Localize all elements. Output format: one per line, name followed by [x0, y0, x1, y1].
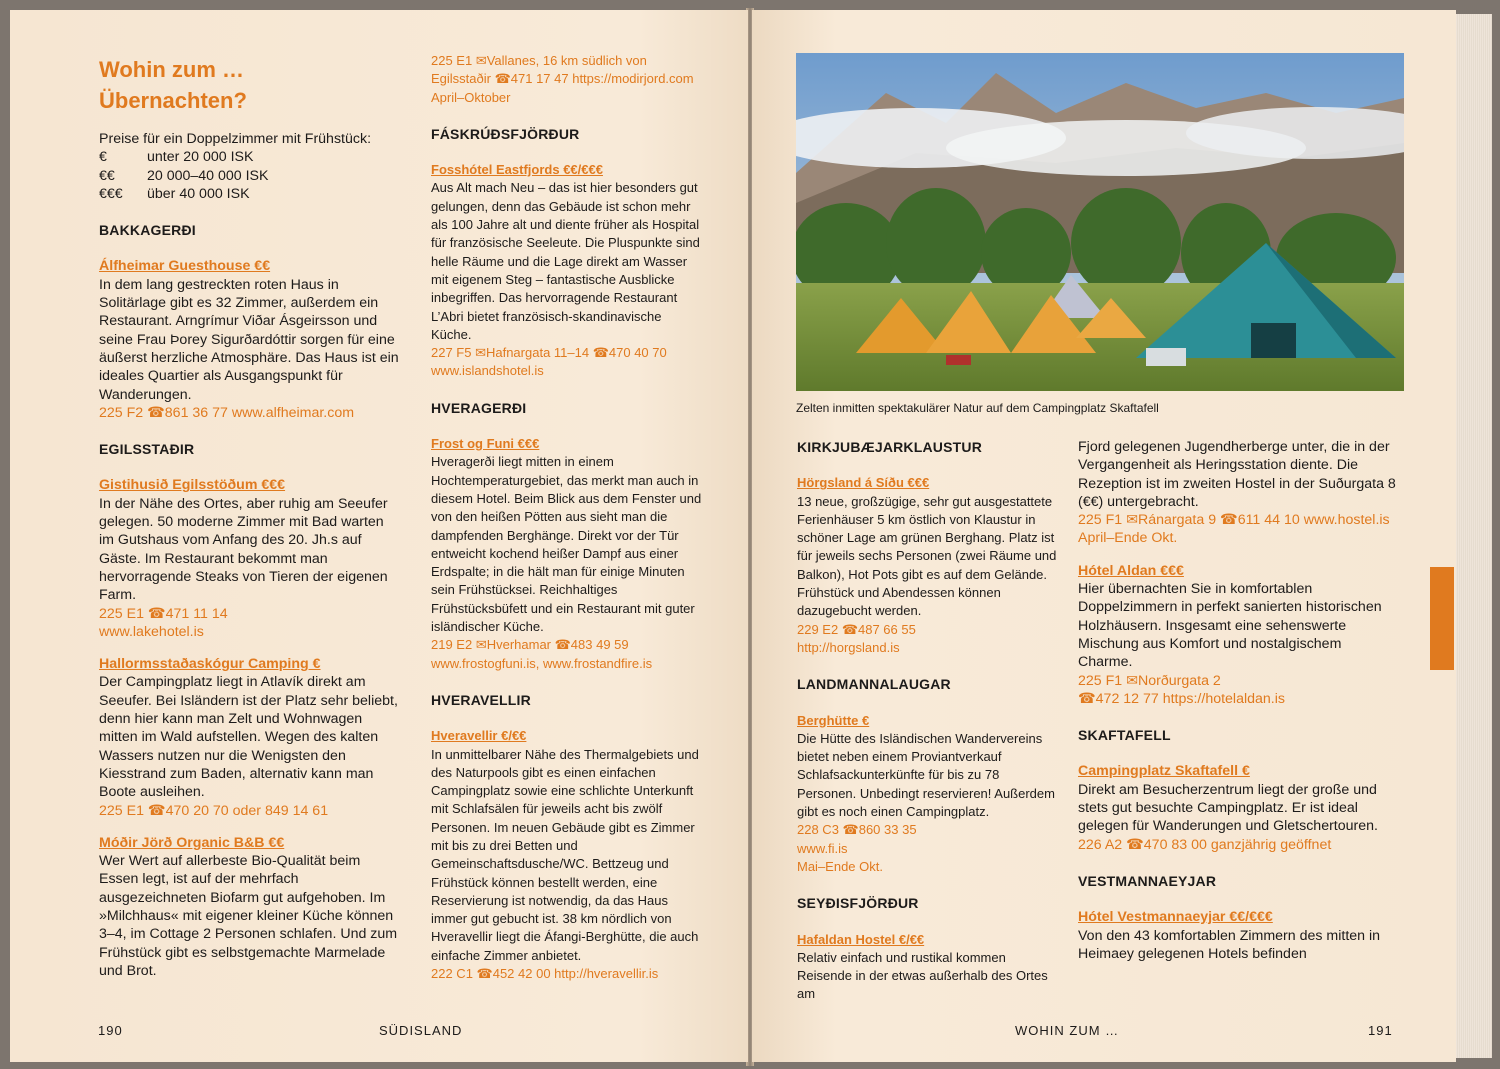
hotel-description: In unmittelbarer Nähe des Thermalgebiets und des Naturpools gibt es einen einfachen Campingplatz sowie eine schlichte Unterkunft mit Schlafsälen für jeweils acht bis zwölf Personen. Im neuen Gebäude gibt es Zimmer mit bis zu drei Betten und Gemeinschaftsdusche/WC. Bettzeug und Frühstück können bestellt werden, eine Reservierung ist notwendig, da das Haus immer gut gebucht ist. 38 km nördlich von Hveravellir liegt die Áfangi-Berghütte, die auch einfache Zimmer anbietet.: [431, 746, 699, 963]
hotel-contact: 219 E2 ✉Hverhamar ☎483 49 59 www.frostogfuni.is, www.frostandfire.is: [431, 637, 653, 671]
hotel-name-link[interactable]: Hafaldan Hostel €/€€: [797, 931, 925, 947]
hotel-name-link[interactable]: Gistihusið Egilsstöðum €€€: [99, 477, 286, 494]
hotel-description: Wer Wert auf allerbeste Bio-Qualität beim Essen legt, ist auf der mehrfach ausgezeichneten Biofarm gut aufgehoben. Im »Milchhaus« mit eigener kleiner Küche können 3–4, im Cottage 2 Personen schlafen. Und zum Frühstück gibt es selbstgemachte Marmelade und Brot.: [99, 853, 398, 979]
photo-caption: Zelten inmitten spektakulärer Natur auf dem Campingplatz Skaftafell: [796, 401, 1159, 415]
region-heading: FÁSKRÚÐSFJÖRÐUR: [431, 125, 580, 142]
hotel-website[interactable]: http://horgsland.is: [797, 639, 900, 655]
hotel-name-link[interactable]: Álfheimar Guesthouse €€: [99, 258, 271, 275]
hotel-contact: 225 E1 ✉Vallanes, 16 km südlich von Egilsstaðir ☎471 17 47 https://modirjord.com: [431, 53, 694, 87]
hotel-website[interactable]: www.lakehotel.is: [99, 623, 204, 640]
right-column-1: [797, 438, 1059, 1004]
right-column-2: [1078, 438, 1398, 963]
price-row: €€ 20 000–40 000 ISK: [99, 167, 269, 184]
hotel-website[interactable]: www.islandshotel.is: [431, 363, 544, 379]
hotel-name-link[interactable]: Hallormsstaðaskógur Camping €: [99, 656, 321, 673]
hotel-description: 13 neue, großzügige, sehr gut ausgestattete Ferienhäuser 5 km östlich von Klaustur in schöner Lage am grünen Berghang. Platz ist für jeweils sechs Personen (zwei Räume und Balkon), Hot Pots gibt es auf dem Gelände. Frühstück und Abendessen können dazugebucht werden.: [797, 493, 1057, 619]
hotel-contact: 226 A2 ☎470 83 00 ganzjährig geöffnet: [1078, 836, 1332, 853]
hotel-contact: 227 F5 ✉Hafnargata 11–14 ☎470 40 70: [431, 345, 667, 361]
hotel-name-link[interactable]: Hveravellir €/€€: [431, 728, 527, 744]
hotel-name-link[interactable]: Hörgsland á Síðu €€€: [797, 475, 930, 491]
hotel-description: Direkt am Besucherzentrum liegt der große und stets gut besuchte Campingplatz. Er ist ideal gelegen für Wanderungen und Gletschertouren.: [1078, 781, 1378, 835]
hotel-description: Von den 43 komfortablen Zimmern des mitten in Heimaey gelegenen Hotels befinden: [1078, 927, 1381, 962]
left-page: [10, 10, 748, 1062]
region-heading: SKAFTAFELL: [1078, 727, 1171, 744]
hotel-description: Die Hütte des Isländischen Wandervereins bietet neben einem Proviantverkauf Schlafsackunterkünfte für bis zu 78 Personen. Unbedingt reservieren! Außerdem gibt es noch einen Campingplatz.: [797, 730, 1055, 820]
hotel-description: Relativ einfach und rustikal kommen Reisende in der etwas außerhalb des Ortes am: [797, 949, 1048, 1002]
hotel-description: Hveragerði liegt mitten in einem Hochtemperaturgebiet, das merkt man auch in diesem Hotel. Beim Blick aus dem Fenster und von den heißen Pötten aus sieht man die dampfenden Berghänge. Direkt vor der Tür entweicht kochend heißer Dampf aus einer Erdspalte; in die hält man für einige Minuten sein Frühstücksei. Reichhaltiges Frühstücksbüfett und ein Restaurant mit guter isländischer Küche.: [431, 454, 702, 635]
hotel-name-link[interactable]: Fosshótel Eastfjords €€/€€€: [431, 162, 603, 178]
campsite-illustration: [796, 53, 1404, 391]
price-intro: Preise für ein Doppelzimmer mit Frühstück:: [99, 131, 372, 147]
hotel-name-link[interactable]: Hótel Aldan €€€: [1078, 562, 1184, 579]
hotel-description: In der Nähe des Ortes, aber ruhig am Seeufer gelegen. 50 moderne Zimmer mit Bad warten im Gutshaus vom Anfang des 20. Jh.s auf Gäste. Im Restaurant bekommt man hervorragende Steaks von Tieren der eigenen Farm.: [99, 495, 388, 604]
region-heading: KIRKJUBÆJARKLAUSTUR: [797, 439, 983, 455]
running-head: WOHIN ZUM …: [1015, 1023, 1120, 1038]
price-row: €€€ über 40 000 ISK: [99, 185, 250, 202]
region-heading: EGILSSTAÐIR: [99, 441, 195, 458]
hotel-contact: ☎472 12 77 https://hotelaldan.is: [1078, 690, 1285, 707]
hotel-contact: 225 E1 ☎470 20 70 oder 849 14 61: [99, 802, 329, 819]
left-column-1: [99, 54, 401, 980]
hotel-description: Aus Alt mach Neu – das ist hier besonders gut gelungen, denn das Gebäude ist schon mehr als 100 Jahre alt und diente früher als Hospital für französische Seeleute. Die Pluspunkte sind helle Räume und die Lage direkt am Wasser mit eigenem Steg – fantastische Ausblicke inbegriffen. Das hervorragende Restaurant L’Abri bietet französisch-skandinavische Küche.: [431, 180, 700, 342]
hotel-description: Der Campingplatz liegt in Atlavík direkt am Seeufer. Bei Isländern ist der Platz sehr beliebt, denn hier kann man Zelt und Wohnwagen mitten im Wald aufstellen. Wegen des kalten Wassers nutzen nur die Wenigsten den Kiesstrand zum Baden, alternativ kann man Boote ausleihen.: [99, 674, 398, 801]
hotel-contact: 225 F1 ✉Norðurgata 2: [1078, 672, 1221, 689]
hotel-name-link[interactable]: Móðir Jörð Organic B&B €€: [99, 834, 285, 851]
region-heading: BAKKAGERÐI: [99, 222, 196, 239]
hotel-description: In dem lang gestreckten roten Haus in Solitärlage gibt es 32 Zimmer, außerdem ein Restaurant. Arngrímur Viðar Ásgeirsson und seine Frau Þorey Sigurðardóttir sorgen für eine äußerst herzliche Atmosphäre. Das Haus ist ein ideales Quartier als Ausgangspunkt für Wanderungen.: [99, 276, 399, 403]
hotel-description: Fjord gelegenen Jugendherberge unter, die in der Vergangenheit als Heringsstation diente. Die Rezeption ist im zweiten Hostel in der Suðurgata 8 (€€) untergebracht.: [1078, 439, 1396, 510]
hotel-contact: 228 C3 ☎860 33 35: [797, 822, 917, 838]
hotel-contact: 225 F1 ✉Ránargata 9 ☎611 44 10 www.hostel.is April–Ende Okt.: [1078, 512, 1390, 547]
running-head: SÜDISLAND: [379, 1023, 463, 1038]
right-page: [752, 10, 1456, 1062]
region-heading: LANDMANNALAUGAR: [797, 676, 951, 693]
hotel-contact: 225 F2 ☎861 36 77 www.alfheimar.com: [99, 404, 355, 421]
region-heading: HVERAVELLIR: [431, 691, 531, 708]
campsite-photo: [796, 53, 1404, 391]
region-heading: VESTMANNAEYJAR: [1078, 872, 1217, 889]
hotel-contact: 222 C1 ☎452 42 00 http://hveravellir.is: [431, 966, 659, 982]
opening-season: April–Oktober: [431, 89, 511, 105]
page-number: 191: [1368, 1023, 1393, 1038]
hotel-name-link[interactable]: Hótel Vestmannaeyjar €€/€€€: [1078, 909, 1273, 926]
left-column-2: [431, 52, 703, 983]
region-heading: HVERAGERÐI: [431, 399, 527, 416]
hotel-name-link[interactable]: Campingplatz Skaftafell €: [1078, 763, 1250, 780]
hotel-name-link[interactable]: Frost og Funi €€€: [431, 436, 540, 452]
price-row: € unter 20 000 ISK: [99, 149, 254, 166]
region-heading: SEYÐISFJÖRÐUR: [797, 895, 919, 912]
hotel-website[interactable]: www.fi.is: [797, 840, 848, 856]
section-title: Wohin zum … Übernachten?: [99, 57, 247, 113]
chapter-thumb-tab: [1430, 567, 1454, 670]
page-number: 190: [98, 1023, 123, 1038]
hotel-name-link[interactable]: Berghütte €: [797, 712, 870, 728]
opening-season: Mai–Ende Okt.: [797, 858, 883, 874]
hotel-contact: 225 E1 ☎471 11 14: [99, 605, 228, 622]
hotel-contact: 229 E2 ☎487 66 55: [797, 621, 916, 637]
hotel-description: Hier übernachten Sie in komfortablen Doppelzimmern in perfekt sanierten historischen Holzhäusern. Insgesamt eine sehenswerte Mischung aus Komfort und nostalgischem Charme.: [1078, 581, 1382, 671]
page-stack-edge: [1456, 14, 1492, 1058]
